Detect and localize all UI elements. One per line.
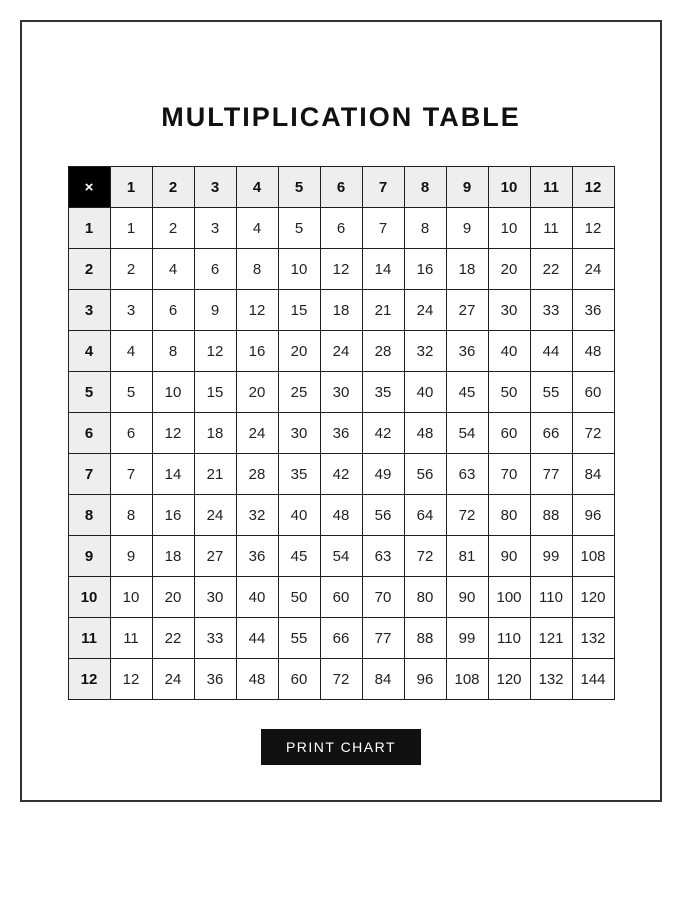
row-header-cell: 2 (68, 249, 110, 290)
product-cell: 35 (362, 372, 404, 413)
row-header-cell: 9 (68, 536, 110, 577)
product-cell: 20 (152, 577, 194, 618)
table-body (68, 208, 614, 700)
product-cell: 24 (236, 413, 278, 454)
product-cell: 1 (110, 208, 152, 249)
multiplication-table (68, 166, 615, 700)
product-cell: 108 (446, 659, 488, 700)
product-cell: 18 (194, 413, 236, 454)
product-cell: 30 (278, 413, 320, 454)
product-cell: 3 (110, 290, 152, 331)
column-header-cell: 2 (152, 167, 194, 208)
product-cell: 18 (320, 290, 362, 331)
product-cell: 6 (320, 208, 362, 249)
product-cell: 60 (488, 413, 530, 454)
product-cell: 12 (320, 249, 362, 290)
product-cell: 32 (236, 495, 278, 536)
column-header-cell: 11 (530, 167, 572, 208)
product-cell: 5 (278, 208, 320, 249)
table-row (68, 618, 614, 659)
product-cell: 100 (488, 577, 530, 618)
product-cell: 4 (110, 331, 152, 372)
product-cell: 50 (488, 372, 530, 413)
table-header (68, 167, 614, 208)
column-header-cell: 3 (194, 167, 236, 208)
product-cell: 12 (110, 659, 152, 700)
page-card (20, 20, 662, 802)
product-cell: 8 (236, 249, 278, 290)
product-cell: 42 (362, 413, 404, 454)
product-cell: 27 (194, 536, 236, 577)
column-header-cell: 5 (278, 167, 320, 208)
product-cell: 44 (530, 331, 572, 372)
product-cell: 60 (320, 577, 362, 618)
row-header-cell: 7 (68, 454, 110, 495)
product-cell: 32 (404, 331, 446, 372)
table-row (68, 290, 614, 331)
product-cell: 33 (194, 618, 236, 659)
product-cell: 12 (152, 413, 194, 454)
product-cell: 110 (488, 618, 530, 659)
product-cell: 121 (530, 618, 572, 659)
product-cell: 4 (152, 249, 194, 290)
product-cell: 96 (572, 495, 614, 536)
column-header-cell: 1 (110, 167, 152, 208)
product-cell: 72 (572, 413, 614, 454)
column-header-cell: 9 (446, 167, 488, 208)
product-cell: 18 (446, 249, 488, 290)
product-cell: 40 (278, 495, 320, 536)
product-cell: 54 (446, 413, 488, 454)
product-cell: 72 (320, 659, 362, 700)
product-cell: 35 (278, 454, 320, 495)
row-header-cell: 8 (68, 495, 110, 536)
product-cell: 120 (572, 577, 614, 618)
row-header-cell: 12 (68, 659, 110, 700)
product-cell: 72 (446, 495, 488, 536)
table-row (68, 659, 614, 700)
product-cell: 48 (572, 331, 614, 372)
table-row (68, 536, 614, 577)
product-cell: 7 (110, 454, 152, 495)
product-cell: 55 (530, 372, 572, 413)
product-cell: 88 (530, 495, 572, 536)
product-cell: 77 (362, 618, 404, 659)
product-cell: 18 (152, 536, 194, 577)
column-header-cell: 12 (572, 167, 614, 208)
table-row (68, 208, 614, 249)
product-cell: 20 (236, 372, 278, 413)
product-cell: 30 (194, 577, 236, 618)
product-cell: 24 (320, 331, 362, 372)
product-cell: 36 (320, 413, 362, 454)
product-cell: 15 (278, 290, 320, 331)
product-cell: 45 (446, 372, 488, 413)
product-cell: 15 (194, 372, 236, 413)
product-cell: 36 (446, 331, 488, 372)
corner-multiply-cell: × (68, 167, 110, 208)
product-cell: 28 (362, 331, 404, 372)
product-cell: 80 (488, 495, 530, 536)
product-cell: 8 (152, 331, 194, 372)
product-cell: 14 (362, 249, 404, 290)
product-cell: 22 (152, 618, 194, 659)
product-cell: 33 (530, 290, 572, 331)
product-cell: 24 (152, 659, 194, 700)
product-cell: 20 (278, 331, 320, 372)
product-cell: 132 (530, 659, 572, 700)
product-cell: 48 (320, 495, 362, 536)
product-cell: 28 (236, 454, 278, 495)
product-cell: 36 (572, 290, 614, 331)
product-cell: 20 (488, 249, 530, 290)
product-cell: 70 (488, 454, 530, 495)
product-cell: 42 (320, 454, 362, 495)
product-cell: 12 (572, 208, 614, 249)
table-row (68, 495, 614, 536)
product-cell: 40 (404, 372, 446, 413)
product-cell: 144 (572, 659, 614, 700)
product-cell: 70 (362, 577, 404, 618)
product-cell: 110 (530, 577, 572, 618)
product-cell: 6 (152, 290, 194, 331)
product-cell: 66 (320, 618, 362, 659)
product-cell: 16 (236, 331, 278, 372)
product-cell: 132 (572, 618, 614, 659)
print-chart-button[interactable]: PRINT CHART (261, 729, 421, 765)
product-cell: 27 (446, 290, 488, 331)
product-cell: 72 (404, 536, 446, 577)
product-cell: 40 (488, 331, 530, 372)
product-cell: 3 (194, 208, 236, 249)
product-cell: 60 (278, 659, 320, 700)
product-cell: 16 (404, 249, 446, 290)
product-cell: 7 (362, 208, 404, 249)
product-cell: 9 (446, 208, 488, 249)
product-cell: 56 (362, 495, 404, 536)
product-cell: 36 (194, 659, 236, 700)
column-header-cell: 8 (404, 167, 446, 208)
column-header-cell: 7 (362, 167, 404, 208)
product-cell: 54 (320, 536, 362, 577)
product-cell: 90 (488, 536, 530, 577)
product-cell: 63 (446, 454, 488, 495)
product-cell: 84 (572, 454, 614, 495)
product-cell: 16 (152, 495, 194, 536)
product-cell: 6 (194, 249, 236, 290)
row-header-cell: 1 (68, 208, 110, 249)
row-header-cell: 5 (68, 372, 110, 413)
product-cell: 21 (194, 454, 236, 495)
product-cell: 14 (152, 454, 194, 495)
product-cell: 64 (404, 495, 446, 536)
table-row (68, 331, 614, 372)
product-cell: 80 (404, 577, 446, 618)
table-row (68, 413, 614, 454)
product-cell: 24 (404, 290, 446, 331)
column-header-cell: 4 (236, 167, 278, 208)
product-cell: 56 (404, 454, 446, 495)
page-title: MULTIPLICATION TABLE (161, 102, 521, 132)
row-header-cell: 11 (68, 618, 110, 659)
product-cell: 44 (236, 618, 278, 659)
product-cell: 12 (194, 331, 236, 372)
product-cell: 8 (110, 495, 152, 536)
product-cell: 99 (530, 536, 572, 577)
product-cell: 81 (446, 536, 488, 577)
product-cell: 50 (278, 577, 320, 618)
product-cell: 11 (110, 618, 152, 659)
column-header-cell: 10 (488, 167, 530, 208)
product-cell: 55 (278, 618, 320, 659)
product-cell: 10 (152, 372, 194, 413)
table-row (68, 249, 614, 290)
product-cell: 120 (488, 659, 530, 700)
product-cell: 60 (572, 372, 614, 413)
row-header-cell: 6 (68, 413, 110, 454)
product-cell: 24 (194, 495, 236, 536)
product-cell: 10 (110, 577, 152, 618)
product-cell: 45 (278, 536, 320, 577)
product-cell: 25 (278, 372, 320, 413)
product-cell: 48 (236, 659, 278, 700)
product-cell: 4 (236, 208, 278, 249)
table-row (68, 577, 614, 618)
product-cell: 99 (446, 618, 488, 659)
product-cell: 108 (572, 536, 614, 577)
product-cell: 12 (236, 290, 278, 331)
product-cell: 10 (278, 249, 320, 290)
product-cell: 2 (110, 249, 152, 290)
product-cell: 40 (236, 577, 278, 618)
row-header-cell: 4 (68, 331, 110, 372)
product-cell: 11 (530, 208, 572, 249)
product-cell: 96 (404, 659, 446, 700)
product-cell: 49 (362, 454, 404, 495)
product-cell: 10 (488, 208, 530, 249)
product-cell: 84 (362, 659, 404, 700)
product-cell: 36 (236, 536, 278, 577)
product-cell: 9 (110, 536, 152, 577)
product-cell: 30 (320, 372, 362, 413)
product-cell: 24 (572, 249, 614, 290)
column-header-cell: 6 (320, 167, 362, 208)
product-cell: 77 (530, 454, 572, 495)
product-cell: 48 (404, 413, 446, 454)
product-cell: 2 (152, 208, 194, 249)
product-cell: 8 (404, 208, 446, 249)
product-cell: 22 (530, 249, 572, 290)
product-cell: 90 (446, 577, 488, 618)
product-cell: 9 (194, 290, 236, 331)
product-cell: 66 (530, 413, 572, 454)
header-row (68, 167, 614, 208)
product-cell: 63 (362, 536, 404, 577)
button-row (22, 729, 660, 765)
product-cell: 88 (404, 618, 446, 659)
product-cell: 21 (362, 290, 404, 331)
product-cell: 30 (488, 290, 530, 331)
row-header-cell: 3 (68, 290, 110, 331)
product-cell: 5 (110, 372, 152, 413)
table-row (68, 372, 614, 413)
product-cell: 6 (110, 413, 152, 454)
table-row (68, 454, 614, 495)
row-header-cell: 10 (68, 577, 110, 618)
